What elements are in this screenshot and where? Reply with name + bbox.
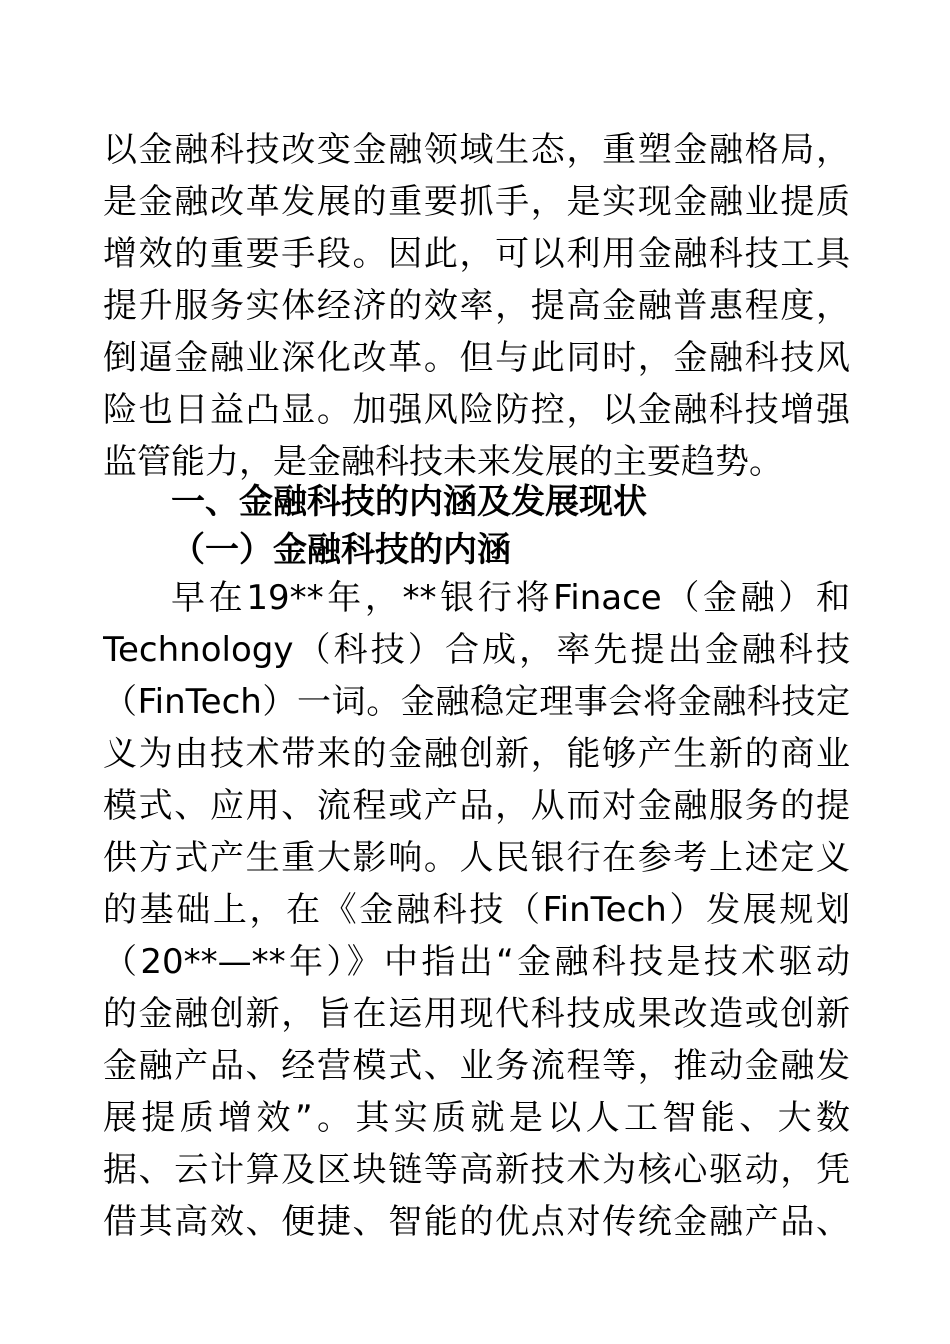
text-line: 供方式产生重大影响。人民银行在参考上述定义 bbox=[103, 838, 850, 878]
text-line: 模式、应用、流程或产品，从而对金融服务的提 bbox=[103, 786, 850, 826]
text-line: 借其高效、便捷、智能的优点对传统金融产品、 bbox=[103, 1202, 850, 1242]
body-paragraph bbox=[103, 572, 850, 1248]
text-line: 险也日益凸显。加强风险防控，以金融科技增强 bbox=[103, 390, 850, 430]
text-line: （20**—**年）》中指出“金融科技是技术驱动 bbox=[103, 942, 850, 982]
text-line: 据、云计算及区块链等高新技术为核心驱动，凭 bbox=[103, 1150, 850, 1190]
text-line: 监管能力，是金融科技未来发展的主要趋势。 bbox=[103, 442, 783, 482]
text-line: 提升服务实体经济的效率，提高金融普惠程度， bbox=[103, 286, 850, 326]
text-line: Technology（科技）合成，率先提出金融科技 bbox=[103, 630, 850, 670]
text-line: 早在19**年，**银行将Finace（金融）和 bbox=[171, 578, 850, 618]
text-line: （FinTech）一词。金融稳定理事会将金融科技定 bbox=[103, 682, 850, 722]
text-line: 义为由技术带来的金融创新，能够产生新的商业 bbox=[103, 734, 850, 774]
text-line: 的金融创新，旨在运用现代科技成果改造或创新 bbox=[103, 994, 850, 1034]
text-line: 展提质增效”。其实质就是以人工智能、大数 bbox=[103, 1098, 850, 1138]
text-line: 以金融科技改变金融领域生态，重塑金融格局， bbox=[103, 130, 850, 170]
section-heading bbox=[171, 476, 850, 528]
text-line: 倒逼金融业深化改革。但与此同时，金融科技风 bbox=[103, 338, 850, 378]
heading-1: 一、金融科技的内涵及发展现状 bbox=[171, 482, 647, 522]
intro-paragraph bbox=[103, 124, 850, 488]
heading-2: （一）金融科技的内涵 bbox=[171, 530, 511, 570]
text-line: 增效的重要手段。因此，可以利用金融科技工具 bbox=[103, 234, 850, 274]
text-line: 金融产品、经营模式、业务流程等，推动金融发 bbox=[103, 1046, 850, 1086]
text-line: 的基础上，在《金融科技（FinTech）发展规划 bbox=[103, 890, 850, 930]
text-line: 是金融改革发展的重要抓手，是实现金融业提质 bbox=[103, 182, 850, 222]
subsection-heading bbox=[171, 524, 850, 576]
